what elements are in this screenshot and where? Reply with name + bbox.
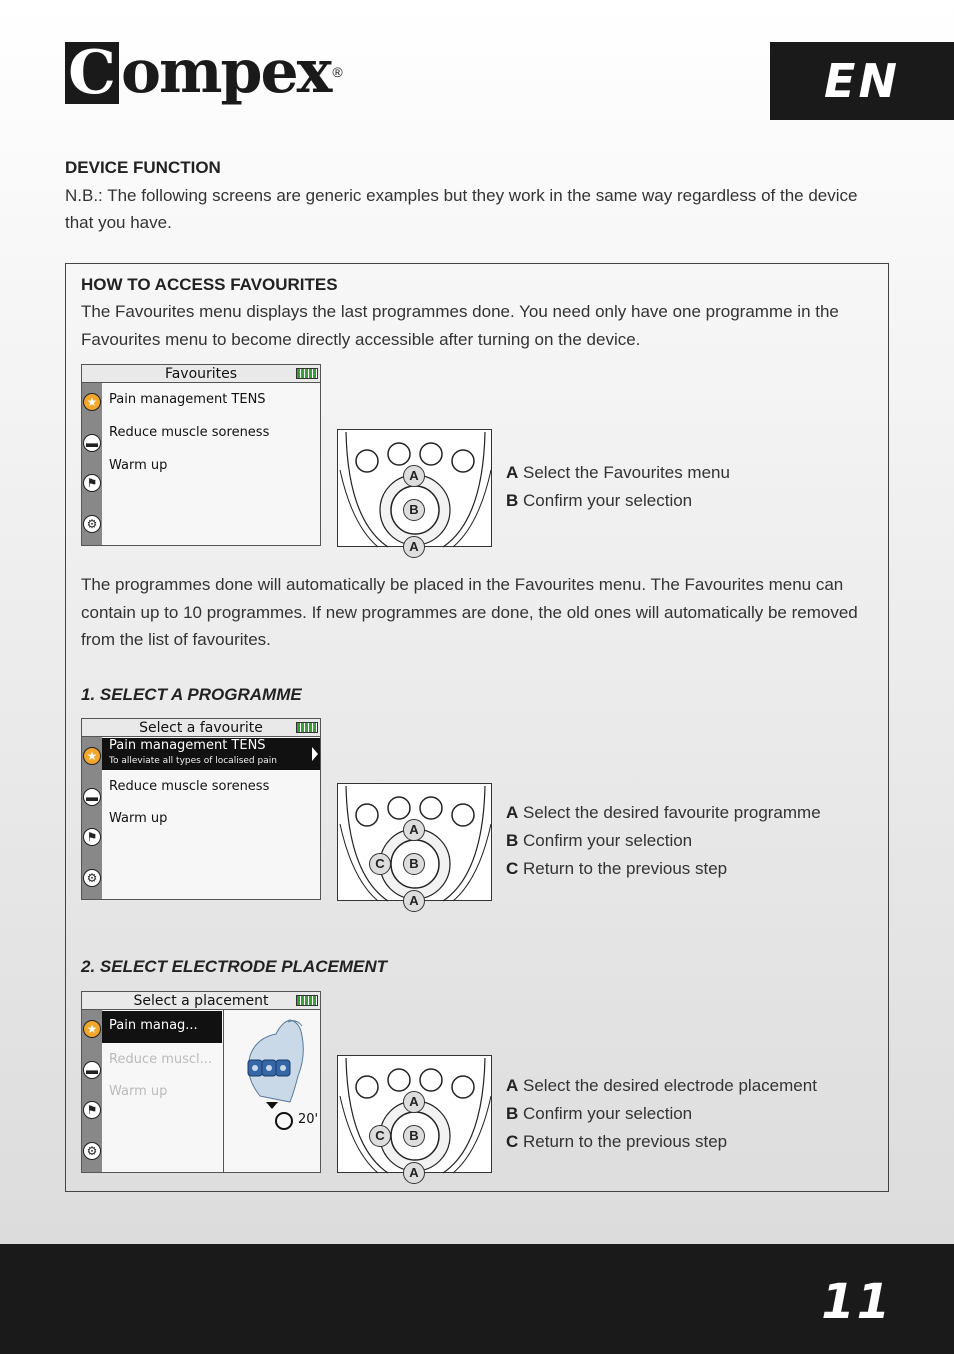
legend-1 [506,459,730,515]
legend-row: C Return to the previous step [506,1132,728,1151]
pad-button-a: A [403,1091,425,1113]
gear-icon: ⚙ [83,869,101,887]
star-icon: ★ [83,1020,101,1038]
selected-item-label: Pain management TENS [109,738,266,753]
folder-icon: ▬ [83,1061,101,1079]
step-1-title: 1. SELECT A PROGRAMME [81,685,302,704]
box-title: HOW TO ACCESS FAVOURITES [81,275,338,294]
battery-icon [296,722,318,733]
nb-note: N.B.: The following screens are generic examples but they work in the same way regardless of the device that you have. [65,186,858,232]
control-pad-drawing [338,430,493,548]
body-placement-illustration [230,1016,318,1104]
box-intro: The Favourites menu displays the last programmes done. You need only have one programme in the Favourites menu to become directly accessible after turning on the device. [81,302,839,349]
pad-button-b: B [403,499,425,521]
timer-icon [275,1112,293,1130]
flag-icon: ⚑ [83,1101,101,1119]
pad-button-c: C [369,1125,391,1147]
logo-c: C [65,42,119,104]
pad-button-a: A [403,819,425,841]
screen-title: Select a favourite [82,719,320,737]
screen-sidebar [82,383,102,545]
flag-icon: ⚑ [83,474,101,492]
legend-row: B Confirm your selection [506,831,693,850]
screen-title: Favourites [82,365,320,383]
favourites-box [65,263,889,1192]
screen-sidebar [82,1010,102,1172]
pad-button-b: B [403,1125,425,1147]
timer-value: 20' [298,1112,319,1127]
screen-sidebar [82,737,102,899]
pad-button-a: A [403,465,425,487]
chevron-down-icon [266,1102,278,1109]
legend-row: A Select the desired favourite programme [506,803,821,822]
logo-text: ompex [121,37,331,107]
screen-item: Reduce muscle soreness [109,425,270,440]
legend-row: A Select the Favourites menu [506,463,730,482]
screen-divider [223,1010,224,1172]
legend-3 [506,1072,817,1156]
legend-row: B Confirm your selection [506,1104,693,1123]
logo-registered: ® [332,64,343,80]
gear-icon: ⚙ [83,1142,101,1160]
screen-item: Warm up [109,458,168,473]
pad-button-b: B [403,853,425,875]
star-icon: ★ [83,393,101,411]
legend-2 [506,799,821,883]
selected-item [102,1011,222,1043]
screen-item: Reduce muscle soreness [109,779,270,794]
page-footer [0,1244,954,1354]
battery-icon [296,368,318,379]
pad-button-c: C [369,853,391,875]
language-badge: EN [770,42,954,120]
flag-icon: ⚑ [83,828,101,846]
screen-item: Reduce muscl... [109,1052,213,1067]
pad-button-a-down: A [403,890,425,912]
legend-row: C Return to the previous step [506,859,728,878]
selected-item-subtitle: To alleviate all types of localised pain [109,756,277,766]
screen-item: Warm up [109,811,168,826]
control-pad-drawing [338,784,493,902]
legend-row: A Select the desired electrode placement [506,1076,817,1095]
device-screen-favourites [81,364,321,546]
star-icon: ★ [83,747,101,765]
arrow-right-icon [312,747,318,761]
box-middle-text: The programmes done will automatically be placed in the Favourites menu. The Favourites menu can contain up to 10 programmes. If new programmes are done, the old ones will automatically be removed from the list of favourites. [81,575,858,649]
device-screen-select-favourite [81,718,321,900]
device-screen-select-placement [81,991,321,1173]
compex-logo [65,37,343,122]
section-title: DEVICE FUNCTION [65,158,221,177]
folder-icon: ▬ [83,434,101,452]
screen-item: Pain management TENS [109,392,266,407]
screen-title: Select a placement [82,992,320,1010]
page-number: 11 [821,1274,892,1330]
control-pad-drawing [338,1056,493,1174]
control-pad-2 [337,783,492,908]
selected-item-label: Pain manag... [109,1018,198,1033]
screen-item: Warm up [109,1084,168,1099]
folder-icon: ▬ [83,788,101,806]
battery-icon [296,995,318,1006]
legend-row: B Confirm your selection [506,491,693,510]
control-pad-3 [337,1055,492,1180]
pad-button-a-down: A [403,536,425,558]
gear-icon: ⚙ [83,515,101,533]
step-2-title: 2. SELECT ELECTRODE PLACEMENT [81,957,388,976]
pad-button-a-down: A [403,1162,425,1184]
control-pad-1 [337,429,492,554]
selected-item [102,738,320,770]
